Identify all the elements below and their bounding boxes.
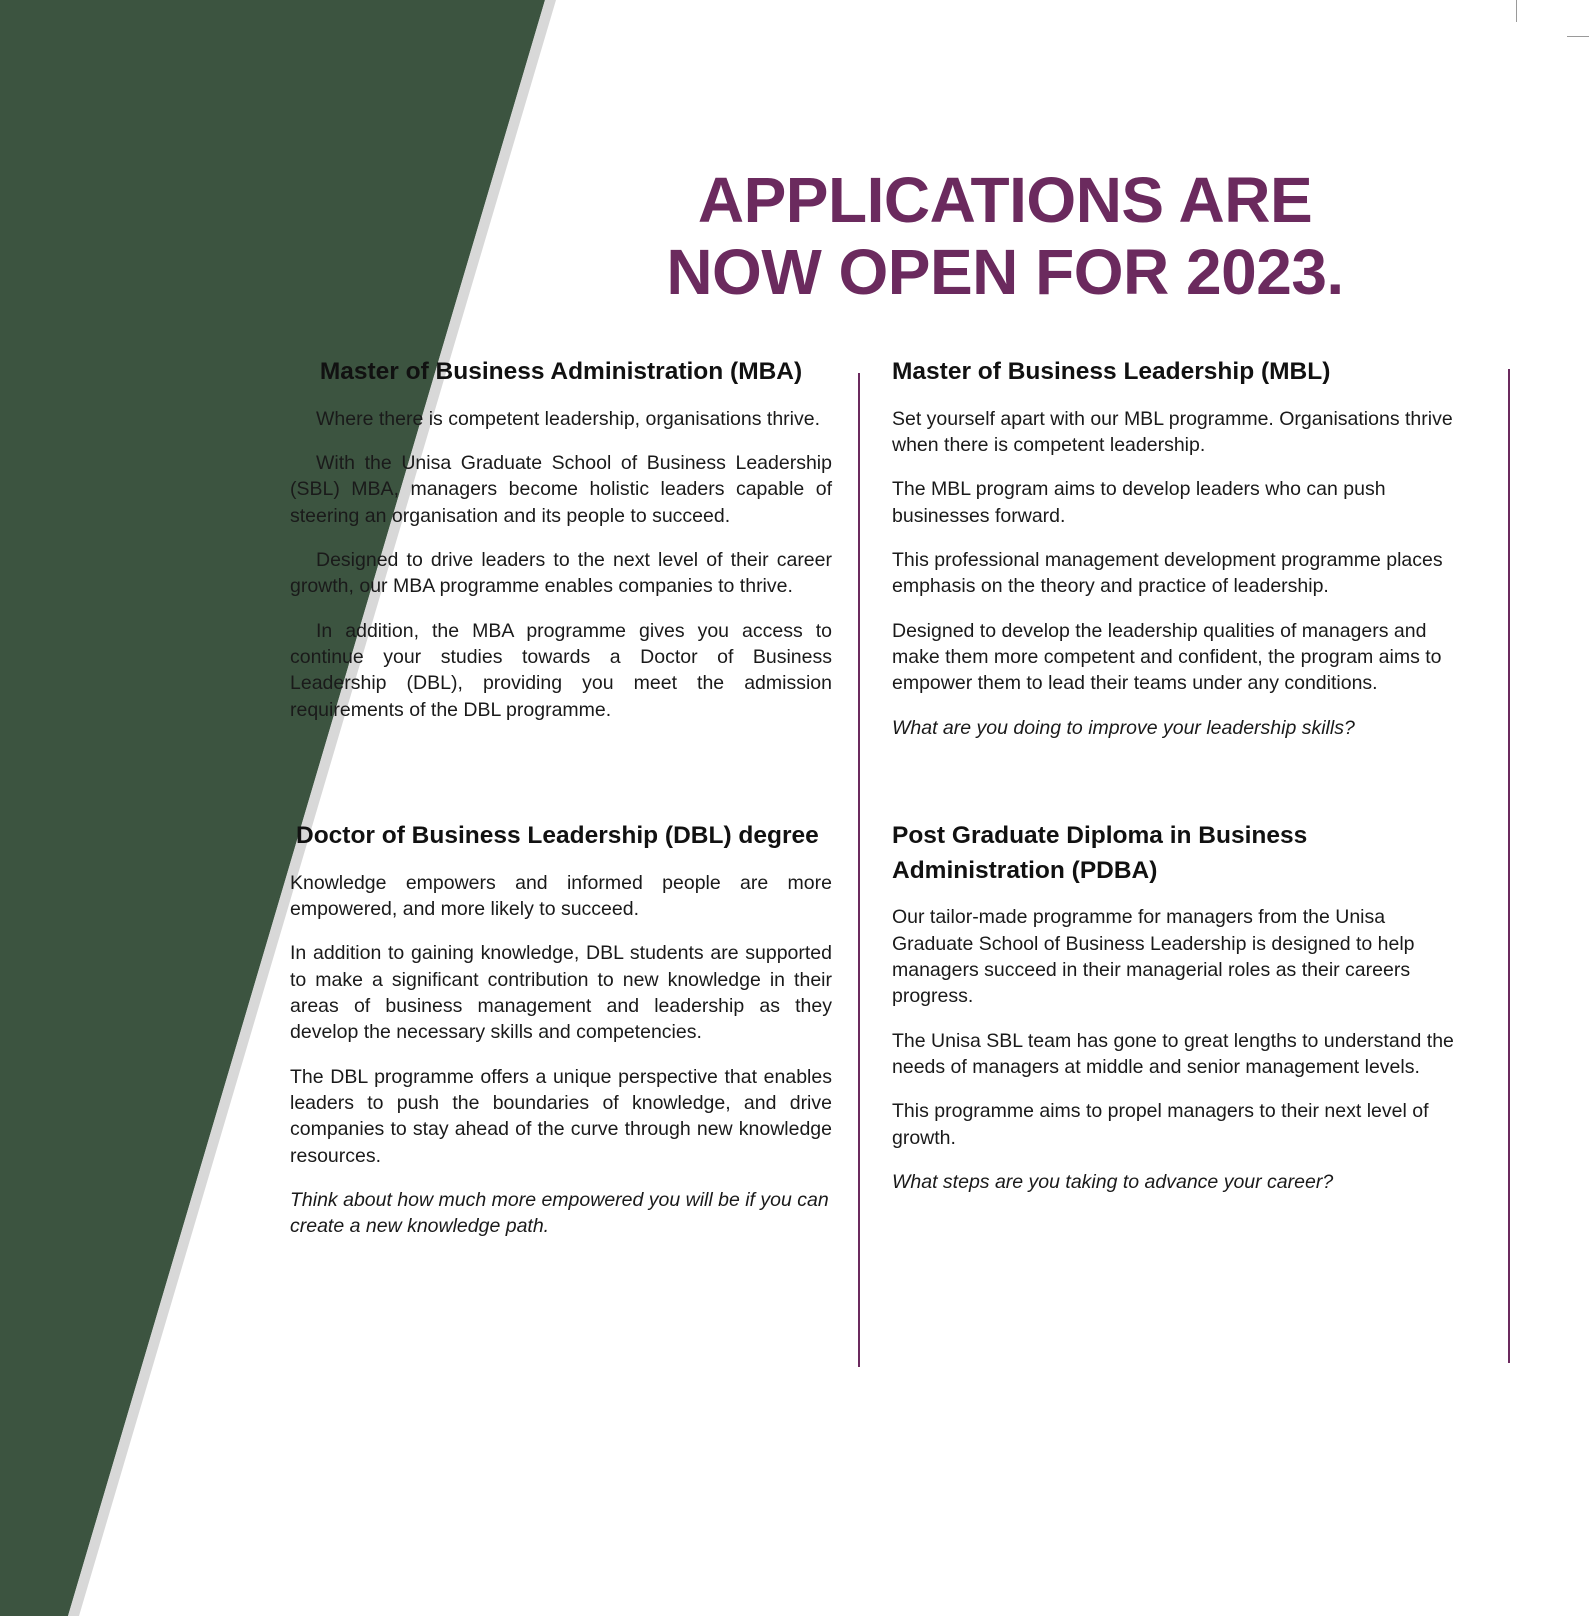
card-mba-paragraph-1: Where there is competent leadership, organisations thrive. <box>316 407 821 430</box>
card-pdba <box>860 819 1470 1213</box>
card-mba <box>290 355 860 741</box>
card-mbl-title: Master of Business Leadership (MBL) <box>892 358 1331 385</box>
card-dbl <box>290 819 860 1258</box>
page-title-line-1: APPLICATIONS ARE <box>697 164 1313 236</box>
card-mbl-paragraph-3: This professional management development programme places emphasis on the theory and practice of leadership. <box>892 549 1443 598</box>
row-spacer <box>290 759 1470 819</box>
card-pdba-closing-question: What steps are you taking to advance your career? <box>892 1170 1334 1193</box>
programme-row-2 <box>290 819 1470 1258</box>
card-mba-paragraph-4: In addition, the MBA programme gives you access to continue your studies towards a Doctor of Business Leadership (DBL), providing you meet the admission requirements of the DBL programme. <box>290 619 832 721</box>
card-mba-title: Master of Business Administration (MBA) <box>319 358 803 385</box>
card-mba-paragraph-2: With the Unisa Graduate School of Business Leadership (SBL) MBA, managers become holistic leaders capable of steering an organisation and its people to succeed. <box>290 452 832 527</box>
card-mbl-paragraph-4: Designed to develop the leadership qualities of managers and make them more competent and confident, the program aims to empower them to lead their teams under any conditions. <box>892 619 1442 695</box>
page-title-line-2: NOW OPEN FOR 2023. <box>666 235 1344 308</box>
card-mbl-paragraph-2: The MBL program aims to develop leaders who can push businesses forward. <box>892 478 1386 527</box>
card-mbl-closing-question: What are you doing to improve your leadership skills? <box>892 716 1355 739</box>
card-pdba-paragraph-3: This programme aims to propel managers to their next level of growth. <box>892 1100 1429 1149</box>
card-mbl-paragraph-1: Set yourself apart with our MBL programme. Organisations thrive when there is competent leadership. <box>892 407 1453 457</box>
card-mbl <box>860 355 1470 759</box>
divider-vertical-pdba <box>1508 833 1510 1363</box>
programme-row-1 <box>290 355 1470 759</box>
card-dbl-paragraph-3: The DBL programme offers a unique perspective that enables leaders to push the boundaries of knowledge, and drive companies to stay ahead of the curve through new knowledge resources. <box>290 1065 832 1167</box>
card-pdba-title: Post Graduate Diploma in Business Administration (PDBA) <box>892 821 1308 884</box>
card-pdba-paragraph-2: The Unisa SBL team has gone to great lengths to understand the needs of managers at middle and senior management levels. <box>892 1029 1454 1079</box>
card-dbl-closing-question: Think about how much more empowered you will be if you can create a new knowledge path. <box>290 1188 829 1238</box>
divider-vertical-mbl <box>1508 369 1510 909</box>
card-dbl-title: Doctor of Business Leadership (DBL) degree <box>296 821 819 849</box>
card-mba-paragraph-3: Designed to drive leaders to the next level of their career growth, our MBA programme enables companies to thrive. <box>290 549 832 598</box>
card-dbl-paragraph-2: In addition to gaining knowledge, DBL students are supported to make a significant contribution to new knowledge in their areas of business management and leadership as they develop the necessary skills and competencies. <box>290 942 832 1044</box>
programme-grid <box>290 355 1470 1257</box>
page-title <box>500 165 1510 308</box>
card-dbl-paragraph-1: Knowledge empowers and informed people are more empowered, and more likely to succeed. <box>290 871 832 920</box>
card-pdba-paragraph-1: Our tailor-made programme for managers from the Unisa Graduate School of Business Leadership is designed to help managers succeed in their managerial roles as their careers progress. <box>892 906 1415 1008</box>
